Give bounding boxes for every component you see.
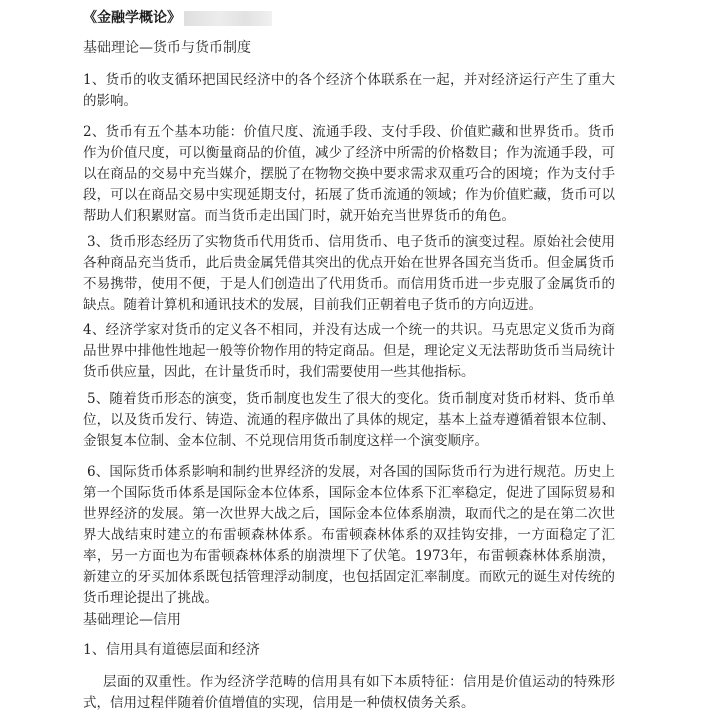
paragraph-3: 3、货币形态经历了实物货币代用货币、信用货币、电子货币的演变过程。原始社会使用各种商品充当货币，此后贵金属凭借其突出的优点开始在世界各国充当货币。但金属货币不易携带，使用不便，于是人们创造出了代用货币。而信用货币进一步克服了金属货币的缺点。随着计算机和通讯技术的发展，目前我们正朝着电子货币的方向迈进。 (83, 234, 615, 313)
document-title: 《金融学概论》 (83, 10, 181, 26)
paragraph-5: 5、随着货币形态的演变，货币制度也发生了很大的变化。货币制度对货币材料、货币单位，以及货币发行、铸造、流通的程序做出了具体的规定，基本上益寿遵循着银本位制、金银复本位制、金本位制、不兑现信用货币制度这样一个演变顺序。 (83, 391, 615, 449)
credit-item-1: 1、信用具有道德层面和经济 (83, 642, 260, 658)
paragraph-6: 6、国际货币体系影响和制约世界经济的发展，对各国的国际货币行为进行规范。历史上第一个国际货币体系是国际金本位体系，国际金本位体系下汇率稳定，促进了国际贸易和世界经济的发展。第一次世界大战之后，国际金本位体系崩溃，取而代之的是在第二次世界大战结束时建立的布雷顿森林体系。布雷顿森林体系的双挂钩安排，一方面稳定了汇率，另一方面也为布雷顿森林体系的崩溃埋下了伏笔。1973年，布雷顿森林体系崩溃，新建立的牙买加体系既包括管理浮动制度，也包括固定汇率制度。而欧元的诞生对传统的货币理论提出了挑战。 (83, 464, 615, 606)
section-heading-credit: 基础理论—信用 (83, 612, 181, 628)
watermark-smear (184, 11, 272, 26)
credit-paragraph: 层面的双重性。作为经济学范畴的信用具有如下本质特征：信用是价值运动的特殊形式，信用过程伴随着价值增值的实现，信用是一种债权债务关系。 (83, 674, 615, 711)
paragraph-2: 2、货币有五个基本功能：价值尺度、流通手段、支付手段、价值贮藏和世界货币。货币作为价值尺度，可以衡量商品的价值，减少了经济中所需的价格数目；作为流通手段，可以在商品的交易中充当媒介，摆脱了在物物交换中要求需求双重巧合的困境；作为支付手段，可以在商品交易中实现延期支付，拓展了货币流通的领域；作为价值贮藏，货币可以帮助人们积累财富。而当货币走出国门时，就开始充当世界货币的角色。 (83, 124, 615, 224)
section-heading-money: 基础理论—货币与货币制度 (83, 40, 251, 56)
paragraph-1: 1、货币的收支循环把国民经济中的各个经济个体联系在一起，并对经济运行产生了重大的影响。 (83, 72, 615, 109)
paragraph-4: 4、经济学家对货币的定义各不相同，并没有达成一个统一的共识。马克思定义货币为商品世界中排他性地起一般等价物作用的特定商品。但是，理论定义无法帮助货币当局统计货币供应量，因此，在计量货币时，我们需要使用一些其他指标。 (83, 322, 615, 380)
